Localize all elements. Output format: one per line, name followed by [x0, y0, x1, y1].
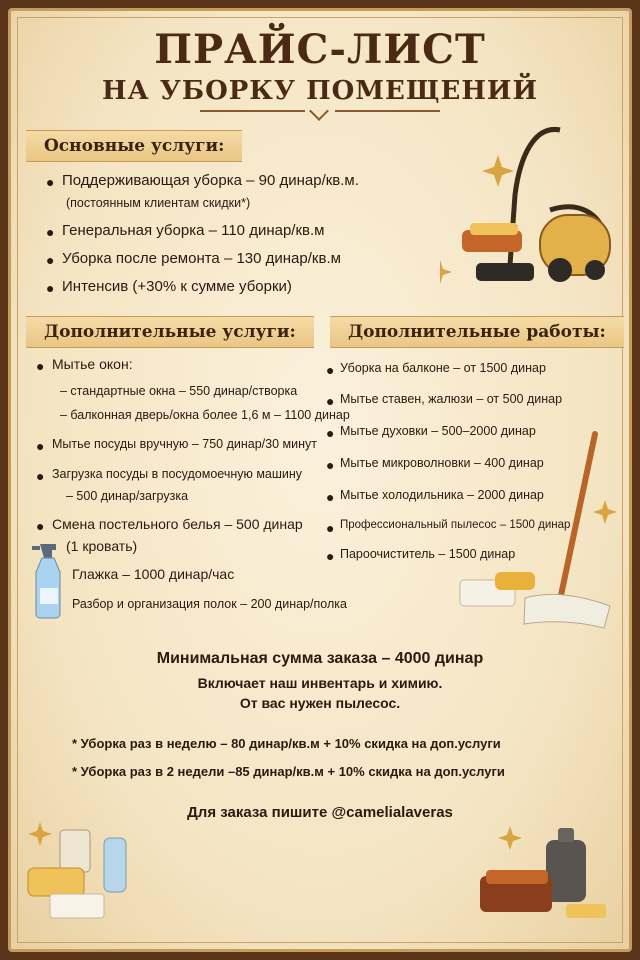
list-item: (1 кровать) — [66, 538, 138, 554]
bullet-icon: ● — [46, 252, 55, 268]
vacuum-cleaner-icon — [440, 115, 620, 305]
bullet-icon: ● — [46, 224, 55, 240]
spray-bottle-icon — [30, 540, 70, 620]
bullet-icon: ● — [46, 280, 55, 296]
list-item: Уборка на балконе – от 1500 динар — [340, 361, 546, 375]
list-item: Разбор и организация полок – 200 динар/полка — [72, 597, 347, 611]
list-item: – балконная дверь/окна более 1,6 м – 1100 динар — [60, 408, 350, 422]
bullet-icon: ● — [326, 520, 335, 536]
list-item: Мытье холодильника – 2000 динар — [340, 488, 544, 502]
list-item: Мытье ставен, жалюзи – от 500 динар — [340, 392, 563, 406]
list-item: – 500 динар/загрузка — [66, 489, 189, 503]
minimum-note-vacuum: От вас нужен пылесос. — [239, 695, 401, 711]
list-item: Мытье окон: — [52, 356, 133, 372]
list-item: Уборка после ремонта – 130 динар/кв.м — [62, 250, 341, 267]
bullet-icon: ● — [46, 174, 55, 190]
bullet-icon: ● — [326, 393, 335, 409]
list-item: – стандартные окна – 550 динар/створка — [60, 384, 298, 398]
bullet-icon: ● — [326, 548, 335, 564]
list-item: Смена постельного белья – 500 динар — [52, 516, 303, 532]
main-services-heading: Основные услуги: — [26, 130, 242, 162]
page-title: ПРАЙС-ЛИСТ — [154, 26, 486, 73]
list-item: Генеральная уборка – 110 динар/кв.м — [62, 222, 325, 239]
list-item: Поддерживающая уборка – 90 динар/кв.м. — [62, 172, 359, 189]
list-item: Мытье микроволновки – 400 динар — [340, 456, 544, 470]
list-item-note: (постоянным клиентам скидки*) — [66, 196, 251, 210]
page-subtitle: НА УБОРКУ ПОМЕЩЕНИЙ — [101, 76, 539, 106]
list-item: Глажка – 1000 динар/час — [72, 566, 235, 582]
contact-line: Для заказа пишите @camelialaveras — [187, 804, 453, 821]
bullet-icon: ● — [326, 425, 335, 441]
title-divider-right — [335, 110, 440, 112]
bullet-icon: ● — [326, 489, 335, 505]
sponge-icon — [470, 820, 620, 930]
list-item: Профессиональный пылесос – 1500 динар — [340, 519, 571, 531]
discount-biweekly: * Уборка раз в 2 недели –85 динар/кв.м + 10% скидка на доп.услуги — [72, 764, 505, 779]
bullet-icon: ● — [36, 438, 45, 454]
cleaning-supplies-icon — [20, 810, 140, 930]
minimum-order: Минимальная сумма заказа – 4000 динар — [156, 650, 484, 667]
list-item: Мытье посуды вручную – 750 динар/30 минут — [52, 437, 317, 451]
bullet-icon: ● — [36, 518, 45, 534]
list-item: Пароочиститель – 1500 динар — [340, 547, 516, 561]
discount-weekly: * Уборка раз в неделю – 80 динар/кв.м + 10% скидка на доп.услуги — [72, 736, 501, 751]
list-item: Мытье духовки – 500–2000 динар — [340, 424, 536, 438]
title-divider-left — [200, 110, 305, 112]
minimum-note-inventory: Включает наш инвентарь и химию. — [197, 675, 443, 691]
mop-icon — [455, 430, 620, 635]
list-item: Интенсив (+30% к сумме уборки) — [62, 278, 292, 295]
additional-works-heading: Дополнительные работы: — [330, 316, 624, 348]
bullet-icon: ● — [326, 362, 335, 378]
bullet-icon: ● — [36, 468, 45, 484]
bullet-icon: ● — [326, 457, 335, 473]
bullet-icon: ● — [36, 358, 45, 374]
additional-services-heading: Дополнительные услуги: — [26, 316, 314, 348]
list-item: Загрузка посуды в посудомоечную машину — [52, 467, 303, 481]
